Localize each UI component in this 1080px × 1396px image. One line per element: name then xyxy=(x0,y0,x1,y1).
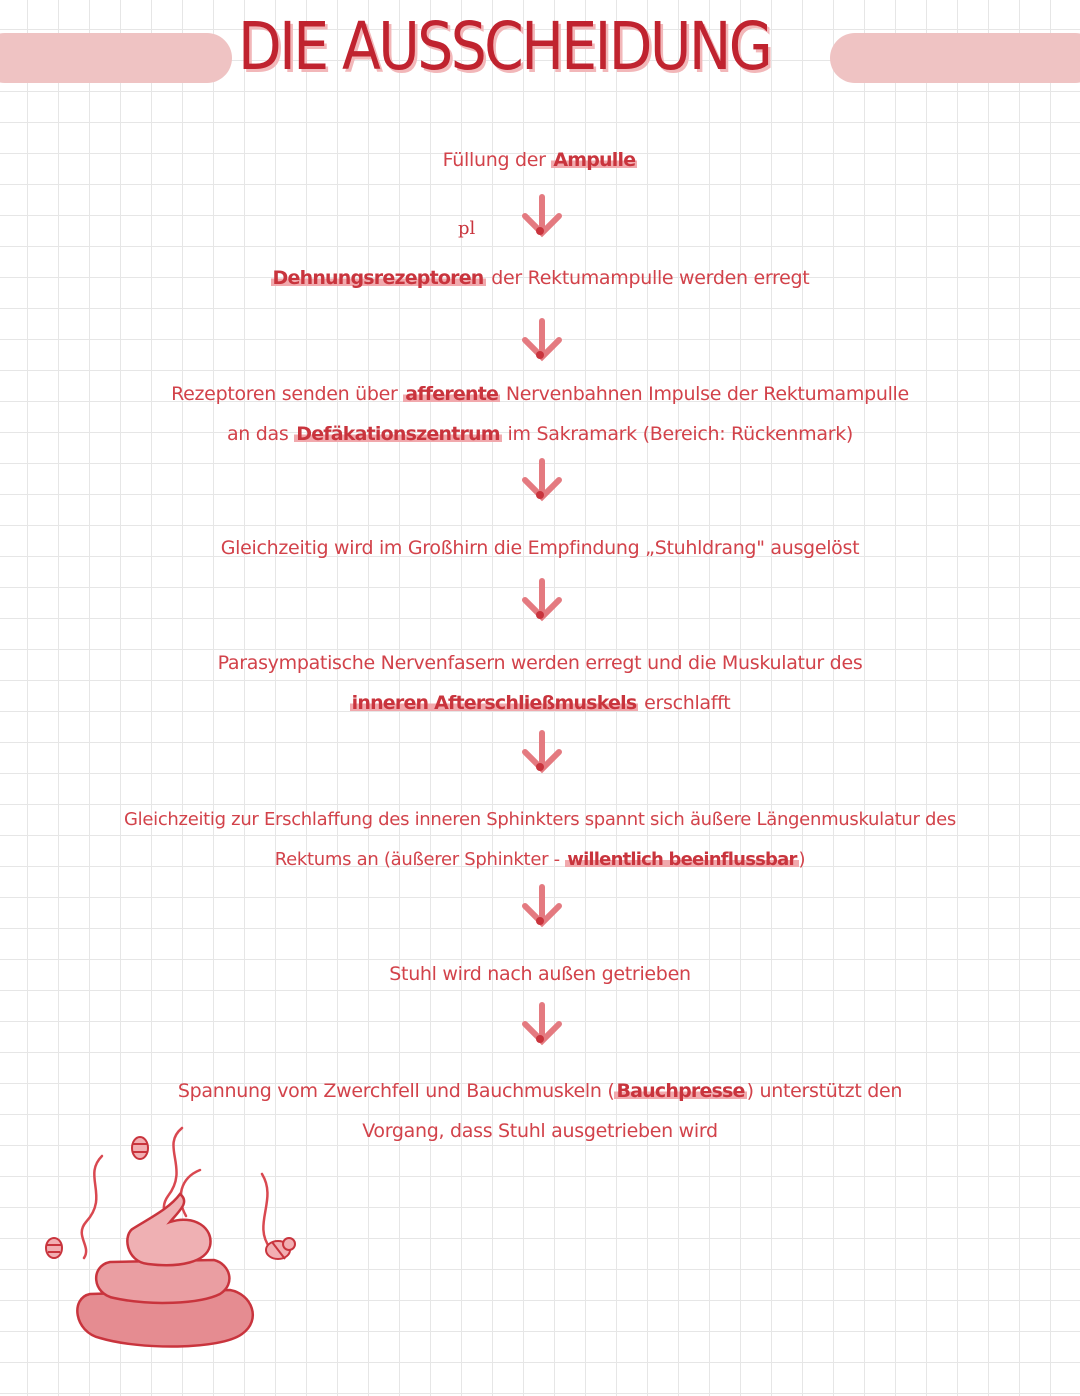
highlighted-term: Dehnungsrezeptoren xyxy=(272,267,484,289)
down-arrow-icon xyxy=(518,578,566,624)
step-text: ) unterstützt den xyxy=(746,1080,903,1102)
highlighted-term: afferente xyxy=(405,383,499,405)
down-arrow-icon xyxy=(518,318,566,364)
step-line: Parasympatische Nervenfasern werden erregt und die Muskulatur des xyxy=(217,652,863,674)
page-title: DIE AUSSCHEIDUNG xyxy=(238,8,771,85)
step-line xyxy=(0,840,1080,880)
highlighted-term: inneren Afterschließmuskels xyxy=(351,692,637,714)
step-text: Füllung der xyxy=(442,149,552,171)
step-text: der Rektumampulle werden erregt xyxy=(485,267,810,289)
step-text: Spannung vom Zwerchfell und Bauchmuskeln ( xyxy=(177,1080,615,1102)
highlighted-term: willentlich beeinflussbar xyxy=(567,849,797,870)
step-ampulle-filling xyxy=(0,140,1080,180)
step-text: Nervenbahnen Impulse der Rektumampulle xyxy=(500,383,909,405)
step-receptor-impulses xyxy=(0,374,1080,454)
step-parasympathetic xyxy=(0,643,1080,723)
step-text: ) xyxy=(798,849,806,870)
step-text: an das xyxy=(226,423,295,445)
step-line xyxy=(0,374,1080,414)
down-arrow-icon xyxy=(518,194,566,240)
step-line xyxy=(0,683,1080,723)
down-arrow-icon xyxy=(518,730,566,776)
step-line: Vorgang, dass Stuhl ausgetrieben wird xyxy=(362,1120,718,1142)
highlighted-term: Ampulle xyxy=(553,149,636,171)
small-note-mark: pl xyxy=(458,218,476,239)
poop-doodle-icon xyxy=(30,1118,320,1380)
step-text: Stuhl wird nach außen getrieben xyxy=(389,963,691,985)
step-outer-sphincter xyxy=(0,800,1080,880)
header-bar-left xyxy=(0,33,232,83)
step-line xyxy=(0,414,1080,454)
step-text: Rezeptoren senden über xyxy=(171,383,404,405)
highlighted-term: Defäkationszentrum xyxy=(296,423,500,445)
down-arrow-icon xyxy=(518,1002,566,1048)
step-text: Rektums an (äußerer Sphinkter - xyxy=(274,849,566,870)
header-bar-right xyxy=(830,33,1080,83)
step-text: im Sakramark (Bereich: Rückenmark) xyxy=(501,423,854,445)
step-text: erschlafft xyxy=(638,692,731,714)
step-line xyxy=(0,1071,1080,1111)
highlighted-term: Bauchpresse xyxy=(616,1080,745,1102)
down-arrow-icon xyxy=(518,458,566,504)
step-stool-expelled xyxy=(0,954,1080,994)
step-line: Gleichzeitig zur Erschlaffung des inneren Sphinkters spannt sich äußere Längenmuskulatur des xyxy=(124,809,956,830)
step-receptors-excited xyxy=(0,258,1080,298)
step-urge-perception xyxy=(0,528,1080,568)
step-text: Gleichzeitig wird im Großhirn die Empfindung „Stuhldrang" ausgelöst xyxy=(220,537,860,559)
down-arrow-icon xyxy=(518,884,566,930)
